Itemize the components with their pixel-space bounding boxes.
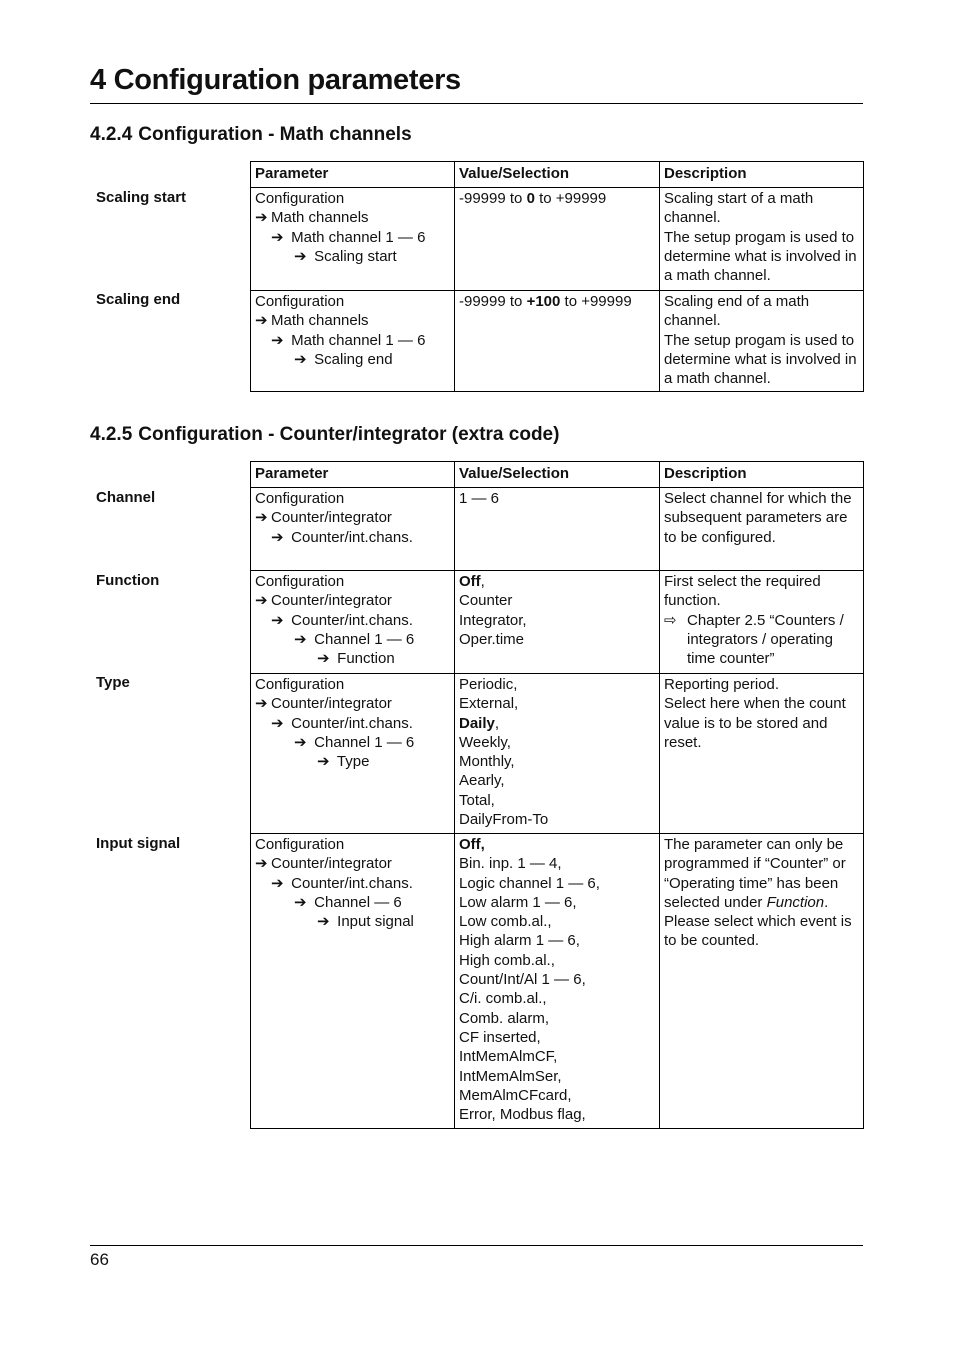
chapter-reference: ⇨ Chapter 2.5 “Counters / integrators / operating time counter” xyxy=(664,611,844,668)
row-label-function: Function xyxy=(96,572,160,589)
path-step: Configuration xyxy=(255,490,345,507)
arrow-right-icon: ➔ xyxy=(294,893,307,911)
reference-arrow-icon: ⇨ xyxy=(664,611,677,629)
parameter-path xyxy=(251,571,455,674)
table-row-scaling-end xyxy=(251,291,864,392)
path-step: ➔ Counter/integrator xyxy=(255,695,392,713)
path-step: ➔ Channel 1 — 6 xyxy=(294,733,415,751)
path-step: Configuration xyxy=(255,573,345,590)
description: Reporting period. Select here when the count value is to be stored and reset. xyxy=(660,674,864,834)
path-step: ➔ Counter/integrator xyxy=(255,855,392,873)
arrow-right-icon: ➔ xyxy=(271,528,284,546)
section-title-counter xyxy=(90,424,559,446)
description: Scaling start of a math channel. The setup progam is used to determine what is involved in a math channel. xyxy=(660,188,864,291)
value-selection: Periodic, External, Daily, Weekly, Monthly, Aearly, Total, DailyFrom-To xyxy=(455,674,660,834)
path-step: ➔ Math channel 1 — 6 xyxy=(271,228,426,246)
path-step: ➔ Counter/int.chans. xyxy=(271,611,413,629)
arrow-right-icon: ➔ xyxy=(255,695,268,713)
description: Select channel for which the subsequent parameters are to be configured. xyxy=(660,488,864,571)
arrow-right-icon: ➔ xyxy=(317,753,330,771)
description: The parameter can only be programmed if “Counter” or “Operating time” has been selected under Function. Please select which event is to be counted. xyxy=(660,834,864,1129)
arrow-right-icon: ➔ xyxy=(271,611,284,629)
table-row-type xyxy=(251,674,864,834)
arrow-right-icon: ➔ xyxy=(255,855,268,873)
arrow-right-icon: ➔ xyxy=(255,592,268,610)
table-header-row xyxy=(251,462,864,488)
chapter-divider xyxy=(90,103,863,104)
section-number: 4.2.5 xyxy=(90,424,133,445)
path-step: ➔ Scaling start xyxy=(294,247,397,265)
path-step: ➔ Channel 1 — 6 xyxy=(294,630,415,648)
arrow-right-icon: ➔ xyxy=(294,630,307,648)
table-row-input-signal xyxy=(251,834,864,1129)
value-selection: 1 — 6 xyxy=(455,488,660,571)
arrow-right-icon: ➔ xyxy=(255,312,268,330)
chapter-title: 4 Configuration parameters xyxy=(90,64,461,96)
value-selection: -99999 to +100 to +99999 xyxy=(455,291,660,392)
path-step: ➔ Input signal xyxy=(317,913,414,931)
header-description: Description xyxy=(660,162,864,188)
description: First select the required function. ⇨ Chapter 2.5 “Counters / integrators / operating time counter” xyxy=(660,571,864,674)
arrow-right-icon: ➔ xyxy=(255,509,268,527)
header-parameter: Parameter xyxy=(251,462,455,488)
path-step: Configuration xyxy=(255,836,345,853)
value-selection: Off, Counter Integrator, Oper.time xyxy=(455,571,660,674)
arrow-right-icon: ➔ xyxy=(317,650,330,668)
description: Scaling end of a math channel. The setup progam is used to determine what is involved in a math channel. xyxy=(660,291,864,392)
arrow-right-icon: ➔ xyxy=(317,913,330,931)
footer-divider xyxy=(90,1245,863,1246)
math-channels-table xyxy=(250,161,864,392)
arrow-right-icon: ➔ xyxy=(294,350,307,368)
table-row-scaling-start xyxy=(251,188,864,291)
path-step: ➔ Counter/integrator xyxy=(255,592,392,610)
path-step: ➔ Counter/int.chans. xyxy=(271,874,413,892)
table-row-channel xyxy=(251,488,864,571)
arrow-right-icon: ➔ xyxy=(294,247,307,265)
path-step: ➔ Function xyxy=(317,650,395,668)
path-step: Configuration xyxy=(255,676,345,693)
path-step: Configuration xyxy=(255,190,345,207)
arrow-right-icon: ➔ xyxy=(271,228,284,246)
value-selection: Off, Bin. inp. 1 — 4, Logic channel 1 — 6, Low alarm 1 — 6, Low comb.al., High alarm 1 — 6, High comb.al., Count/Int/Al 1 — 6, C/i. comb.al., Comb. alarm, CF inserted, IntMemAlmCF, IntMemAlmSer, MemAlmCFcard, Error, Modbus flag, xyxy=(455,834,660,1129)
row-label-type: Type xyxy=(96,674,130,691)
row-label-scaling-start: Scaling start xyxy=(96,189,187,206)
table-row-function xyxy=(251,571,864,674)
parameter-path xyxy=(251,188,455,291)
value-selection: -99999 to 0 to +99999 xyxy=(455,188,660,291)
header-value: Value/Selection xyxy=(455,162,660,188)
header-value: Value/Selection xyxy=(455,462,660,488)
row-label-channel: Channel xyxy=(96,489,156,506)
arrow-right-icon: ➔ xyxy=(271,714,284,732)
path-step: Configuration xyxy=(255,293,345,310)
path-step: ➔ Type xyxy=(317,753,370,771)
arrow-right-icon: ➔ xyxy=(255,209,268,227)
section-name: Configuration - Counter/integrator (extra code) xyxy=(138,424,560,445)
section-name: Configuration - Math channels xyxy=(138,124,412,145)
path-step: ➔ Channel — 6 xyxy=(294,893,402,911)
counter-integrator-table xyxy=(250,461,864,1129)
arrow-right-icon: ➔ xyxy=(271,331,284,349)
table-header-row xyxy=(251,162,864,188)
parameter-path xyxy=(251,291,455,392)
path-step: ➔ Math channels xyxy=(255,312,369,330)
arrow-right-icon: ➔ xyxy=(271,874,284,892)
section-number: 4.2.4 xyxy=(90,124,133,145)
arrow-right-icon: ➔ xyxy=(294,733,307,751)
path-step: ➔ Counter/int.chans. xyxy=(271,714,413,732)
row-label-scaling-end: Scaling end xyxy=(96,291,181,308)
parameter-path xyxy=(251,674,455,834)
path-step: ➔ Counter/int.chans. xyxy=(271,528,413,546)
path-step: ➔ Math channel 1 — 6 xyxy=(271,331,426,349)
section-title-math xyxy=(90,124,412,146)
path-step: ➔ Math channels xyxy=(255,209,369,227)
path-step: ➔ Scaling end xyxy=(294,350,393,368)
parameter-path xyxy=(251,834,455,1129)
page-number: 66 xyxy=(90,1250,109,1269)
header-description: Description xyxy=(660,462,864,488)
row-label-input-signal: Input signal xyxy=(96,835,181,852)
parameter-path xyxy=(251,488,455,571)
header-parameter: Parameter xyxy=(251,162,455,188)
path-step: ➔ Counter/integrator xyxy=(255,509,392,527)
